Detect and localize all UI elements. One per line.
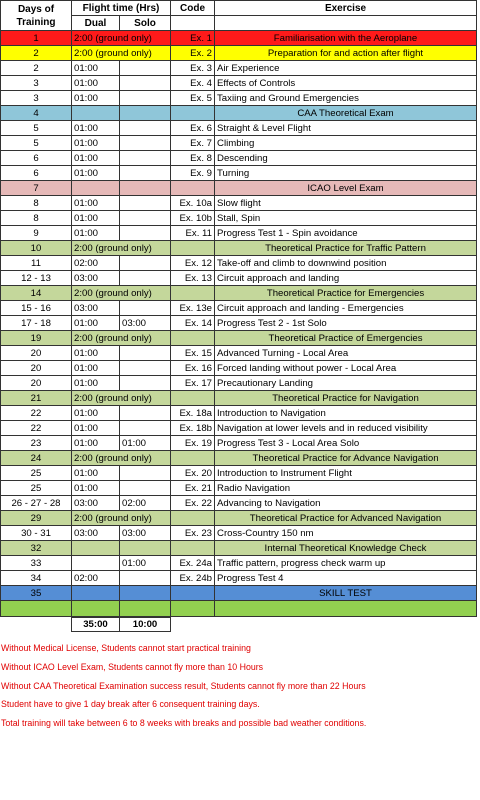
dual-time-cell: [72, 586, 120, 601]
exercise-cell: Theoretical Practice for Advanced Navigation: [215, 511, 477, 526]
code-cell: Ex. 1: [171, 31, 215, 46]
dual-subheader: Dual: [72, 16, 120, 31]
schedule-row: [1, 406, 477, 421]
schedule-row: [1, 571, 477, 586]
schedule-row: [1, 361, 477, 376]
schedule-row: [1, 556, 477, 571]
schedule-row: [1, 76, 477, 91]
note-break-days: Student have to give 1 day break after 6 consequent training days.: [1, 699, 260, 710]
code-cell: Ex. 18b: [171, 421, 215, 436]
schedule-row: [1, 61, 477, 76]
exercise-cell: Cross-Country 150 nm: [215, 526, 477, 541]
exercise-cell: Turning: [215, 166, 477, 181]
schedule-row: [1, 181, 477, 196]
day-cell: 33: [1, 556, 72, 571]
schedule-row: [1, 541, 477, 556]
exercise-cell: Familiarisation with the Aeroplane: [215, 31, 477, 46]
dual-time-cell: [72, 556, 120, 571]
day-cell: 5: [1, 136, 72, 151]
code-cell: Ex. 22: [171, 496, 215, 511]
day-cell: 35: [1, 586, 72, 601]
solo-subheader: Solo: [120, 16, 171, 31]
flight-time-cell: 2:00 (ground only): [72, 451, 171, 466]
day-cell: 15 - 16: [1, 301, 72, 316]
code-cell: [171, 541, 215, 556]
day-cell: 25: [1, 481, 72, 496]
day-cell: 20: [1, 346, 72, 361]
dual-time-cell: 01:00: [72, 346, 120, 361]
day-cell: 6: [1, 151, 72, 166]
code-cell: Ex. 5: [171, 91, 215, 106]
schedule-row: [1, 421, 477, 436]
dual-time-cell: 01:00: [72, 211, 120, 226]
dual-time-cell: 01:00: [72, 166, 120, 181]
dual-time-cell: 01:00: [72, 136, 120, 151]
day-cell: 23: [1, 436, 72, 451]
exercise-cell: Air Experience: [215, 61, 477, 76]
solo-time-cell: [120, 481, 171, 496]
schedule-row: [1, 196, 477, 211]
schedule-row: [1, 466, 477, 481]
flight-time-cell: 2:00 (ground only): [72, 46, 171, 61]
dual-time-cell: 02:00: [72, 256, 120, 271]
dual-time-cell: 01:00: [72, 316, 120, 331]
dual-time-cell: 01:00: [72, 196, 120, 211]
solo-time-cell: 03:00: [120, 526, 171, 541]
code-cell: Ex. 6: [171, 121, 215, 136]
flight-time-cell: 2:00 (ground only): [72, 511, 171, 526]
exercise-cell: Theoretical Practice for Emergencies: [215, 286, 477, 301]
dual-time-cell: 01:00: [72, 436, 120, 451]
code-cell: Ex. 13: [171, 271, 215, 286]
dual-time-cell: 01:00: [72, 376, 120, 391]
exercise-cell: Radio Navigation: [215, 481, 477, 496]
solo-time-cell: [120, 421, 171, 436]
schedule-row: [1, 346, 477, 361]
day-cell: 20: [1, 361, 72, 376]
exercise-cell: Descending: [215, 151, 477, 166]
code-cell: Ex. 2: [171, 46, 215, 61]
dual-time-cell: 01:00: [72, 481, 120, 496]
day-cell: 8: [1, 196, 72, 211]
flight-time-cell: 2:00 (ground only): [72, 31, 171, 46]
exercise-cell: Introduction to Navigation: [215, 406, 477, 421]
dual-time-cell: [72, 106, 120, 121]
total-solo: 10:00: [120, 617, 171, 632]
dual-time-cell: [72, 181, 120, 196]
separator-row: [1, 601, 477, 617]
schedule-row: [1, 136, 477, 151]
solo-time-cell: [120, 406, 171, 421]
code-subheader-blank: [171, 16, 215, 31]
dual-time-cell: 01:00: [72, 61, 120, 76]
exercise-cell: Theoretical Practice for Navigation: [215, 391, 477, 406]
day-cell: 24: [1, 451, 72, 466]
dual-time-cell: 01:00: [72, 226, 120, 241]
day-cell: 25: [1, 466, 72, 481]
solo-time-cell: [120, 151, 171, 166]
exercise-header: Exercise: [215, 1, 477, 16]
day-cell: 12 - 13: [1, 271, 72, 286]
code-cell: Ex. 13e: [171, 301, 215, 316]
exercise-cell: Straight & Level Flight: [215, 121, 477, 136]
schedule-row: [1, 481, 477, 496]
schedule-row: [1, 31, 477, 46]
code-cell: Ex. 24a: [171, 556, 215, 571]
exercise-cell: Circuit approach and landing - Emergencies: [215, 301, 477, 316]
day-cell: 11: [1, 256, 72, 271]
day-cell: 22: [1, 406, 72, 421]
dual-time-cell: 02:00: [72, 571, 120, 586]
schedule-row: [1, 436, 477, 451]
totals-row: [1, 617, 477, 632]
schedule-row: [1, 166, 477, 181]
code-cell: Ex. 23: [171, 526, 215, 541]
dual-time-cell: 01:00: [72, 361, 120, 376]
dual-time-cell: 03:00: [72, 301, 120, 316]
day-cell: 10: [1, 241, 72, 256]
code-cell: Ex. 8: [171, 151, 215, 166]
dual-time-cell: 01:00: [72, 91, 120, 106]
solo-time-cell: 03:00: [120, 316, 171, 331]
dual-time-cell: 03:00: [72, 526, 120, 541]
code-cell: [171, 586, 215, 601]
note-icao-level: Without ICAO Level Exam, Students cannot fly more than 10 Hours: [1, 661, 264, 672]
exercise-cell: Introduction to Instrument Flight: [215, 466, 477, 481]
dual-time-cell: 01:00: [72, 76, 120, 91]
schedule-row: [1, 586, 477, 601]
solo-time-cell: 01:00: [120, 556, 171, 571]
day-cell: 30 - 31: [1, 526, 72, 541]
solo-time-cell: [120, 211, 171, 226]
exercise-cell: Internal Theoretical Knowledge Check: [215, 541, 477, 556]
exercise-cell: Forced landing without power - Local Area: [215, 361, 477, 376]
schedule-row: [1, 451, 477, 466]
schedule-row: [1, 211, 477, 226]
exercise-cell: Traffic pattern, progress check warm up: [215, 556, 477, 571]
day-cell: 3: [1, 91, 72, 106]
dual-time-cell: 01:00: [72, 151, 120, 166]
day-cell: 22: [1, 421, 72, 436]
day-cell: 6: [1, 166, 72, 181]
code-cell: Ex. 20: [171, 466, 215, 481]
day-cell: 20: [1, 376, 72, 391]
code-cell: Ex. 17: [171, 376, 215, 391]
code-cell: Ex. 15: [171, 346, 215, 361]
exercise-cell: Effects of Controls: [215, 76, 477, 91]
day-cell: 17 - 18: [1, 316, 72, 331]
note-caa-exam: Without CAA Theoretical Examination success result, Students cannot fly more than 22 Hours: [1, 680, 366, 691]
code-cell: Ex. 11: [171, 226, 215, 241]
solo-time-cell: [120, 181, 171, 196]
code-cell: Ex. 9: [171, 166, 215, 181]
code-cell: Ex. 10a: [171, 196, 215, 211]
exercise-cell: Theoretical Practice of Emergencies: [215, 331, 477, 346]
exercise-cell: Theoretical Practice for Traffic Pattern: [215, 241, 477, 256]
code-cell: Ex. 3: [171, 61, 215, 76]
exercise-cell: Advancing to Navigation: [215, 496, 477, 511]
solo-time-cell: [120, 166, 171, 181]
schedule-row: [1, 301, 477, 316]
day-cell: 2: [1, 61, 72, 76]
schedule-row: [1, 151, 477, 166]
schedule-row: [1, 241, 477, 256]
day-cell: 7: [1, 181, 72, 196]
exercise-cell: SKILL TEST: [215, 586, 477, 601]
code-cell: Ex. 14: [171, 316, 215, 331]
schedule-row: [1, 271, 477, 286]
day-cell: 1: [1, 31, 72, 46]
solo-time-cell: [120, 361, 171, 376]
code-cell: [171, 391, 215, 406]
dual-time-cell: 01:00: [72, 421, 120, 436]
code-cell: Ex. 10b: [171, 211, 215, 226]
schedule-row: [1, 391, 477, 406]
exercise-cell: Slow flight: [215, 196, 477, 211]
exercise-subheader-blank: [215, 16, 477, 31]
note-total-duration: Total training will take between 6 to 8 weeks with breaks and possible bad weather conditions.: [1, 718, 367, 729]
schedule-row: [1, 226, 477, 241]
day-cell: 21: [1, 391, 72, 406]
day-cell: 9: [1, 226, 72, 241]
solo-time-cell: [120, 466, 171, 481]
day-cell: 5: [1, 121, 72, 136]
solo-time-cell: [120, 226, 171, 241]
flight-time-cell: 2:00 (ground only): [72, 331, 171, 346]
flight-time-cell: 2:00 (ground only): [72, 391, 171, 406]
day-cell: 8: [1, 211, 72, 226]
solo-time-cell: [120, 76, 171, 91]
schedule-row: [1, 316, 477, 331]
days-of-training-header: Days of Training: [1, 1, 72, 31]
solo-time-cell: [120, 346, 171, 361]
solo-time-cell: [120, 136, 171, 151]
notes-section: [0, 642, 480, 736]
dual-time-cell: 01:00: [72, 121, 120, 136]
code-cell: [171, 451, 215, 466]
code-cell: [171, 106, 215, 121]
dual-time-cell: 03:00: [72, 496, 120, 511]
exercise-cell: Taxiing and Ground Emergencies: [215, 91, 477, 106]
exercise-cell: Circuit approach and landing: [215, 271, 477, 286]
schedule-row: [1, 511, 477, 526]
exercise-cell: Progress Test 1 - Spin avoidance: [215, 226, 477, 241]
schedule-row: [1, 526, 477, 541]
solo-time-cell: [120, 301, 171, 316]
day-cell: 4: [1, 106, 72, 121]
code-cell: [171, 511, 215, 526]
solo-time-cell: [120, 541, 171, 556]
solo-time-cell: 01:00: [120, 436, 171, 451]
exercise-cell: Progress Test 2 - 1st Solo: [215, 316, 477, 331]
exercise-cell: Progress Test 3 - Local Area Solo: [215, 436, 477, 451]
code-cell: Ex. 21: [171, 481, 215, 496]
day-cell: 34: [1, 571, 72, 586]
day-cell: 3: [1, 76, 72, 91]
code-cell: [171, 181, 215, 196]
exercise-cell: Theoretical Practice for Advance Navigation: [215, 451, 477, 466]
note-medical-license: Without Medical License, Students cannot start practical training: [1, 643, 251, 653]
day-cell: 32: [1, 541, 72, 556]
code-cell: [171, 241, 215, 256]
code-header: Code: [171, 1, 215, 16]
solo-time-cell: [120, 121, 171, 136]
code-cell: Ex. 18a: [171, 406, 215, 421]
schedule-row: [1, 286, 477, 301]
day-cell: 2: [1, 46, 72, 61]
code-cell: Ex. 12: [171, 256, 215, 271]
exercise-cell: CAA Theoretical Exam: [215, 106, 477, 121]
code-cell: Ex. 16: [171, 361, 215, 376]
day-cell: 26 - 27 - 28: [1, 496, 72, 511]
solo-time-cell: 02:00: [120, 496, 171, 511]
exercise-cell: Preparation for and action after flight: [215, 46, 477, 61]
dual-time-cell: [72, 541, 120, 556]
exercise-cell: Advanced Turning - Local Area: [215, 346, 477, 361]
solo-time-cell: [120, 586, 171, 601]
schedule-row: [1, 121, 477, 136]
solo-time-cell: [120, 106, 171, 121]
exercise-cell: Take-off and climb to downwind position: [215, 256, 477, 271]
day-cell: 19: [1, 331, 72, 346]
dual-time-cell: 03:00: [72, 271, 120, 286]
code-cell: Ex. 7: [171, 136, 215, 151]
day-cell: 14: [1, 286, 72, 301]
flight-time-cell: 2:00 (ground only): [72, 241, 171, 256]
code-cell: Ex. 4: [171, 76, 215, 91]
exercise-cell: Navigation at lower levels and in reduced visibility: [215, 421, 477, 436]
solo-time-cell: [120, 571, 171, 586]
dual-time-cell: 01:00: [72, 466, 120, 481]
schedule-row: [1, 46, 477, 61]
schedule-row: [1, 91, 477, 106]
schedule-row: [1, 256, 477, 271]
schedule-row: [1, 331, 477, 346]
flight-time-header: Flight time (Hrs): [72, 1, 171, 16]
code-cell: Ex. 24b: [171, 571, 215, 586]
flight-time-cell: 2:00 (ground only): [72, 286, 171, 301]
code-cell: [171, 286, 215, 301]
code-cell: [171, 331, 215, 346]
exercise-cell: Climbing: [215, 136, 477, 151]
solo-time-cell: [120, 91, 171, 106]
exercise-cell: Progress Test 4: [215, 571, 477, 586]
total-dual: 35:00: [72, 617, 120, 632]
solo-time-cell: [120, 61, 171, 76]
schedule-row: [1, 106, 477, 121]
code-cell: Ex. 19: [171, 436, 215, 451]
exercise-cell: Stall, Spin: [215, 211, 477, 226]
solo-time-cell: [120, 271, 171, 286]
schedule-row: [1, 376, 477, 391]
solo-time-cell: [120, 196, 171, 211]
schedule-row: [1, 496, 477, 511]
exercise-cell: Precautionary Landing: [215, 376, 477, 391]
day-cell: 29: [1, 511, 72, 526]
solo-time-cell: [120, 376, 171, 391]
dual-time-cell: 01:00: [72, 406, 120, 421]
solo-time-cell: [120, 256, 171, 271]
exercise-cell: ICAO Level Exam: [215, 181, 477, 196]
